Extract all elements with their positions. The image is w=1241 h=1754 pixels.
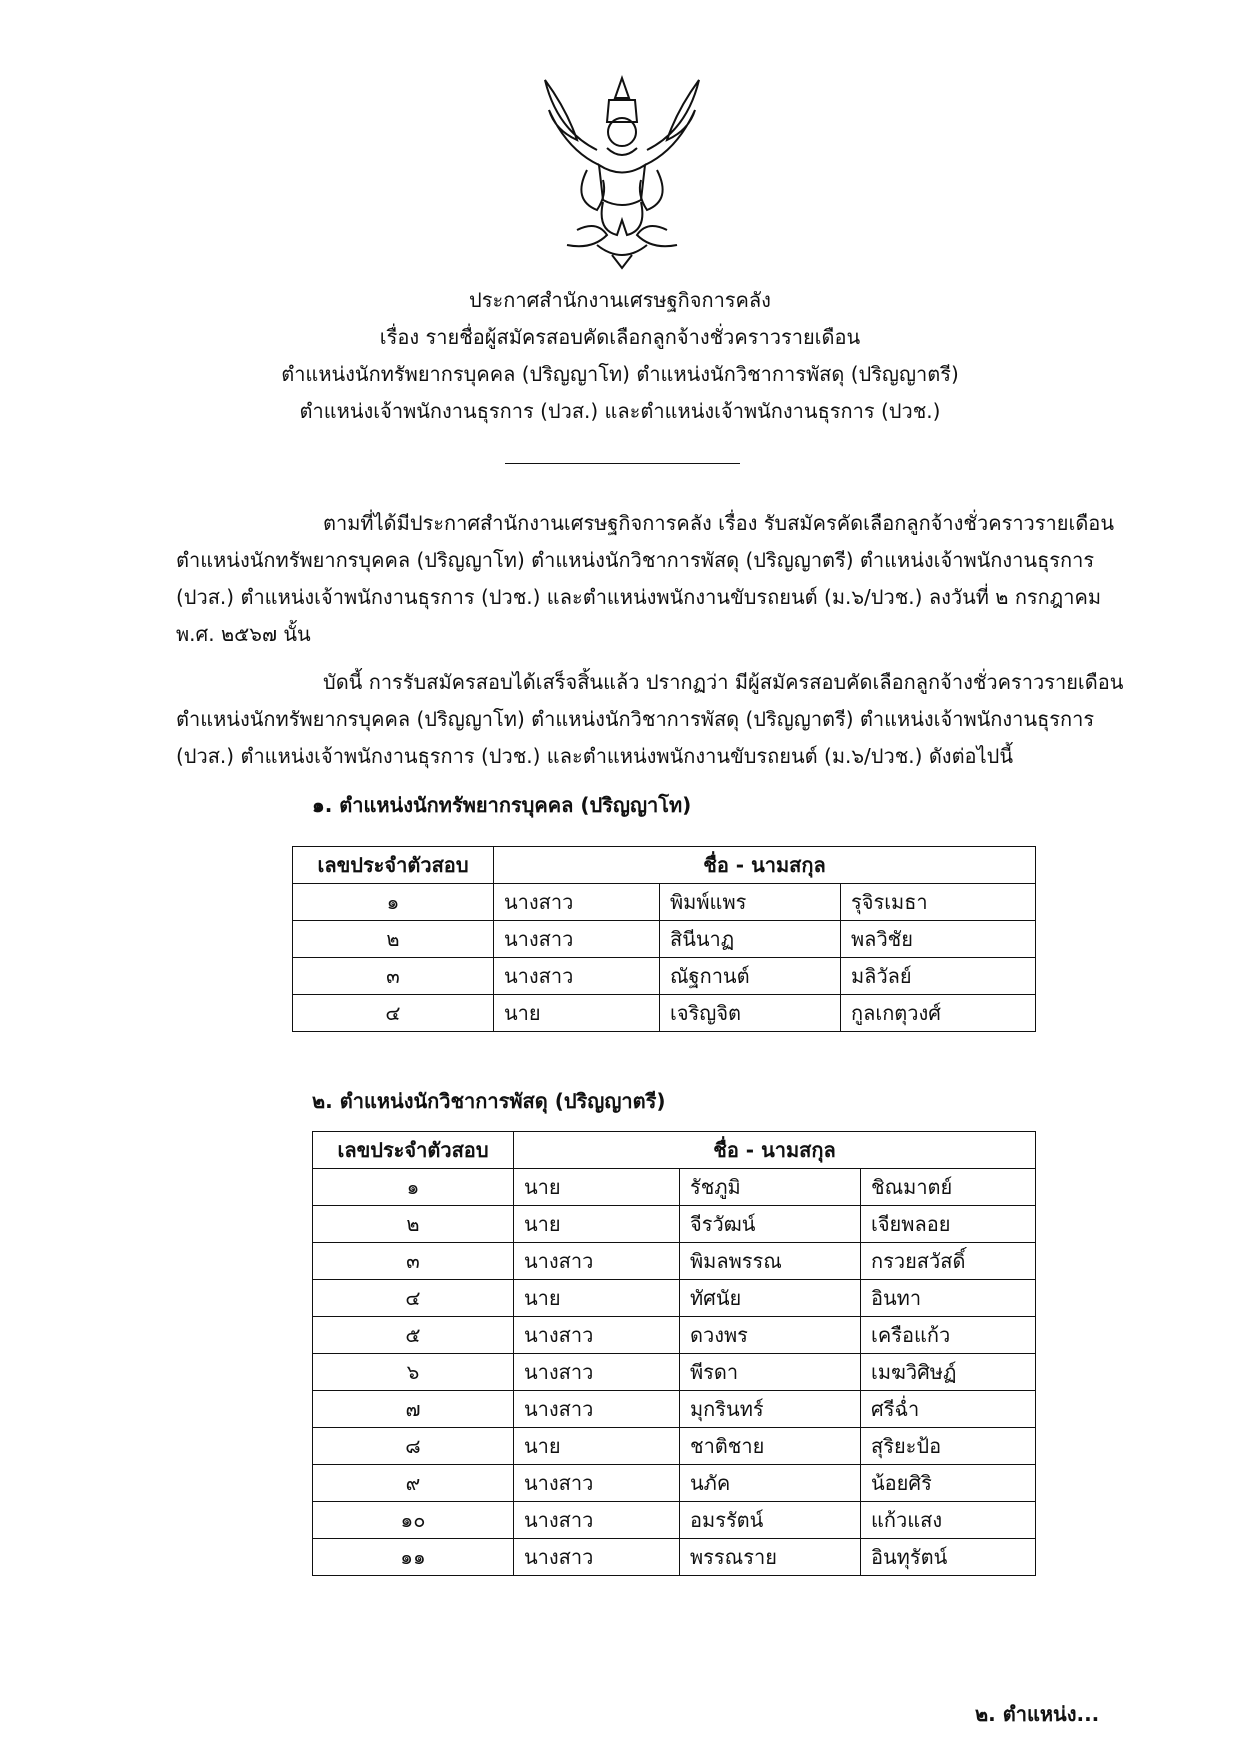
- name-title-cell: นางสาว: [514, 1539, 680, 1576]
- name-title-cell: นางสาว: [494, 958, 660, 995]
- title-line: ตำแหน่งเจ้าพนักงานธุรการ (ปวส.) และตำแหน่งเจ้าพนักงานธุรการ (ปวช.): [299, 399, 941, 423]
- name-title-cell: นาย: [514, 1169, 680, 1206]
- garuda-emblem-icon: [537, 70, 707, 270]
- table-row: [313, 1502, 1036, 1539]
- name-title-cell: นางสาว: [514, 1354, 680, 1391]
- first-name-cell: นภัค: [680, 1465, 861, 1502]
- table-row: [313, 1428, 1036, 1465]
- section-heading: ๑. ตำแหน่งนักทรัพยากรบุคคล (ปริญญาโท): [312, 793, 692, 817]
- table-body: [293, 884, 1036, 1032]
- last-name-cell: เมฆวิศิษฏ์: [861, 1354, 1036, 1391]
- paragraph-line: (ปวส.) ตำแหน่งเจ้าพนักงานธุรการ (ปวช.) และตำแหน่งพนักงานขับรถยนต์ (ม.๖/ปวช.) ลงวันที่ ๒ กรกฎาคม: [176, 585, 1101, 609]
- first-name-cell: ชาติชาย: [680, 1428, 861, 1465]
- paragraph-line: ตำแหน่งนักทรัพยากรบุคคล (ปริญญาโท) ตำแหน่งนักวิชาการพัสดุ (ปริญญาตรี) ตำแหน่งเจ้าพนักงานธุรการ: [176, 707, 1095, 731]
- exam-id-cell: ๑: [293, 884, 494, 921]
- last-name-cell: อินทุรัตน์: [861, 1539, 1036, 1576]
- table-row: [313, 1539, 1036, 1576]
- exam-id-cell: ๒: [293, 921, 494, 958]
- last-name-cell: เครือแก้ว: [861, 1317, 1036, 1354]
- first-name-cell: รัชภูมิ: [680, 1169, 861, 1206]
- last-name-cell: แก้วแสง: [861, 1502, 1036, 1539]
- table-body: [313, 1169, 1036, 1576]
- paragraph-line: บัดนี้ การรับสมัครสอบได้เสร็จสิ้นแล้ว ปรากฏว่า มีผู้สมัครสอบคัดเลือกลูกจ้างชั่วคราวรายเดือน: [323, 670, 1124, 694]
- last-name-cell: สุริยะป้อ: [861, 1428, 1036, 1465]
- name-title-cell: นางสาว: [514, 1317, 680, 1354]
- last-name-cell: น้อยศิริ: [861, 1465, 1036, 1502]
- exam-id-cell: ๓: [313, 1243, 514, 1280]
- candidates-table-2: [312, 1131, 1036, 1576]
- exam-id-cell: ๘: [313, 1428, 514, 1465]
- last-name-cell: อินทา: [861, 1280, 1036, 1317]
- exam-id-cell: ๙: [313, 1465, 514, 1502]
- first-name-cell: ดวงพร: [680, 1317, 861, 1354]
- first-name-cell: พิมพ์แพร: [660, 884, 841, 921]
- paragraph-2: [176, 664, 1124, 775]
- title-line: ตำแหน่งนักทรัพยากรบุคคล (ปริญญาโท) ตำแหน่งนักวิชาการพัสดุ (ปริญญาตรี): [281, 362, 959, 386]
- table-row: [293, 958, 1036, 995]
- name-title-cell: นางสาว: [494, 884, 660, 921]
- name-title-cell: นางสาว: [514, 1502, 680, 1539]
- section-heading: ๒. ตำแหน่งนักวิชาการพัสดุ (ปริญญาตรี): [312, 1089, 666, 1113]
- title-divider: [505, 463, 740, 464]
- name-title-cell: นาย: [514, 1428, 680, 1465]
- exam-id-cell: ๗: [313, 1391, 514, 1428]
- exam-id-cell: ๓: [293, 958, 494, 995]
- first-name-cell: ทัศนัย: [680, 1280, 861, 1317]
- exam-id-cell: ๔: [293, 995, 494, 1032]
- last-name-cell: กรวยสวัสดิ์: [861, 1243, 1036, 1280]
- exam-id-cell: ๒: [313, 1206, 514, 1243]
- first-name-cell: เจริญจิต: [660, 995, 841, 1032]
- table-row: [313, 1243, 1036, 1280]
- column-header-exam-id: เลขประจำตัวสอบ: [313, 1132, 514, 1169]
- exam-id-cell: ๕: [313, 1317, 514, 1354]
- exam-id-cell: ๑: [313, 1169, 514, 1206]
- first-name-cell: ณัฐกานต์: [660, 958, 841, 995]
- table-row: [293, 995, 1036, 1032]
- announcement-title: [120, 282, 1120, 430]
- column-header-full-name: ชื่อ - นามสกุล: [494, 847, 1036, 884]
- column-header-exam-id: เลขประจำตัวสอบ: [293, 847, 494, 884]
- table-row: [293, 884, 1036, 921]
- last-name-cell: กูลเกตุวงศ์: [841, 995, 1036, 1032]
- last-name-cell: รุจิรเมธา: [841, 884, 1036, 921]
- paragraph-1: [176, 505, 1124, 653]
- first-name-cell: พีรดา: [680, 1354, 861, 1391]
- table-row: [313, 1206, 1036, 1243]
- last-name-cell: พลวิชัย: [841, 921, 1036, 958]
- table-row: [313, 1317, 1036, 1354]
- table-row: [313, 1169, 1036, 1206]
- last-name-cell: ชิณมาตย์: [861, 1169, 1036, 1206]
- table-row: [293, 921, 1036, 958]
- last-name-cell: เจียพลอย: [861, 1206, 1036, 1243]
- exam-id-cell: ๔: [313, 1280, 514, 1317]
- last-name-cell: ศรีฉ่ำ: [861, 1391, 1036, 1428]
- paragraph-line: ตามที่ได้มีประกาศสำนักงานเศรษฐกิจการคลัง เรื่อง รับสมัครคัดเลือกลูกจ้างชั่วคราวรายเดือน: [323, 511, 1114, 535]
- name-title-cell: นางสาว: [494, 921, 660, 958]
- title-line: เรื่อง รายชื่อผู้สมัครสอบคัดเลือกลูกจ้างชั่วคราวรายเดือน: [379, 325, 861, 349]
- paragraph-line: พ.ศ. ๒๕๖๗ นั้น: [176, 622, 311, 646]
- exam-id-cell: ๑๐: [313, 1502, 514, 1539]
- paragraph-line: ตำแหน่งนักทรัพยากรบุคคล (ปริญญาโท) ตำแหน่งนักวิชาการพัสดุ (ปริญญาตรี) ตำแหน่งเจ้าพนักงานธุรการ: [176, 548, 1095, 572]
- first-name-cell: พรรณราย: [680, 1539, 861, 1576]
- table-row: [313, 1354, 1036, 1391]
- first-name-cell: มุกรินทร์: [680, 1391, 861, 1428]
- first-name-cell: พิมลพรรณ: [680, 1243, 861, 1280]
- first-name-cell: อมรรัตน์: [680, 1502, 861, 1539]
- name-title-cell: นาย: [494, 995, 660, 1032]
- continuation-note: ๒. ตำแหน่ง...: [975, 1702, 1100, 1726]
- first-name-cell: จีรวัฒน์: [680, 1206, 861, 1243]
- name-title-cell: นางสาว: [514, 1391, 680, 1428]
- table-row: [313, 1280, 1036, 1317]
- first-name-cell: สินีนาฏ: [660, 921, 841, 958]
- exam-id-cell: ๑๑: [313, 1539, 514, 1576]
- table-row: [313, 1465, 1036, 1502]
- name-title-cell: นางสาว: [514, 1465, 680, 1502]
- title-line: ประกาศสำนักงานเศรษฐกิจการคลัง: [469, 288, 771, 312]
- last-name-cell: มลิวัลย์: [841, 958, 1036, 995]
- table-row: [313, 1391, 1036, 1428]
- column-header-full-name: ชื่อ - นามสกุล: [514, 1132, 1036, 1169]
- name-title-cell: นางสาว: [514, 1243, 680, 1280]
- candidates-table-1: [292, 846, 1036, 1032]
- name-title-cell: นาย: [514, 1206, 680, 1243]
- exam-id-cell: ๖: [313, 1354, 514, 1391]
- paragraph-line: (ปวส.) ตำแหน่งเจ้าพนักงานธุรการ (ปวช.) และตำแหน่งพนักงานขับรถยนต์ (ม.๖/ปวช.) ดังต่อไปนี้: [176, 744, 1013, 768]
- name-title-cell: นาย: [514, 1280, 680, 1317]
